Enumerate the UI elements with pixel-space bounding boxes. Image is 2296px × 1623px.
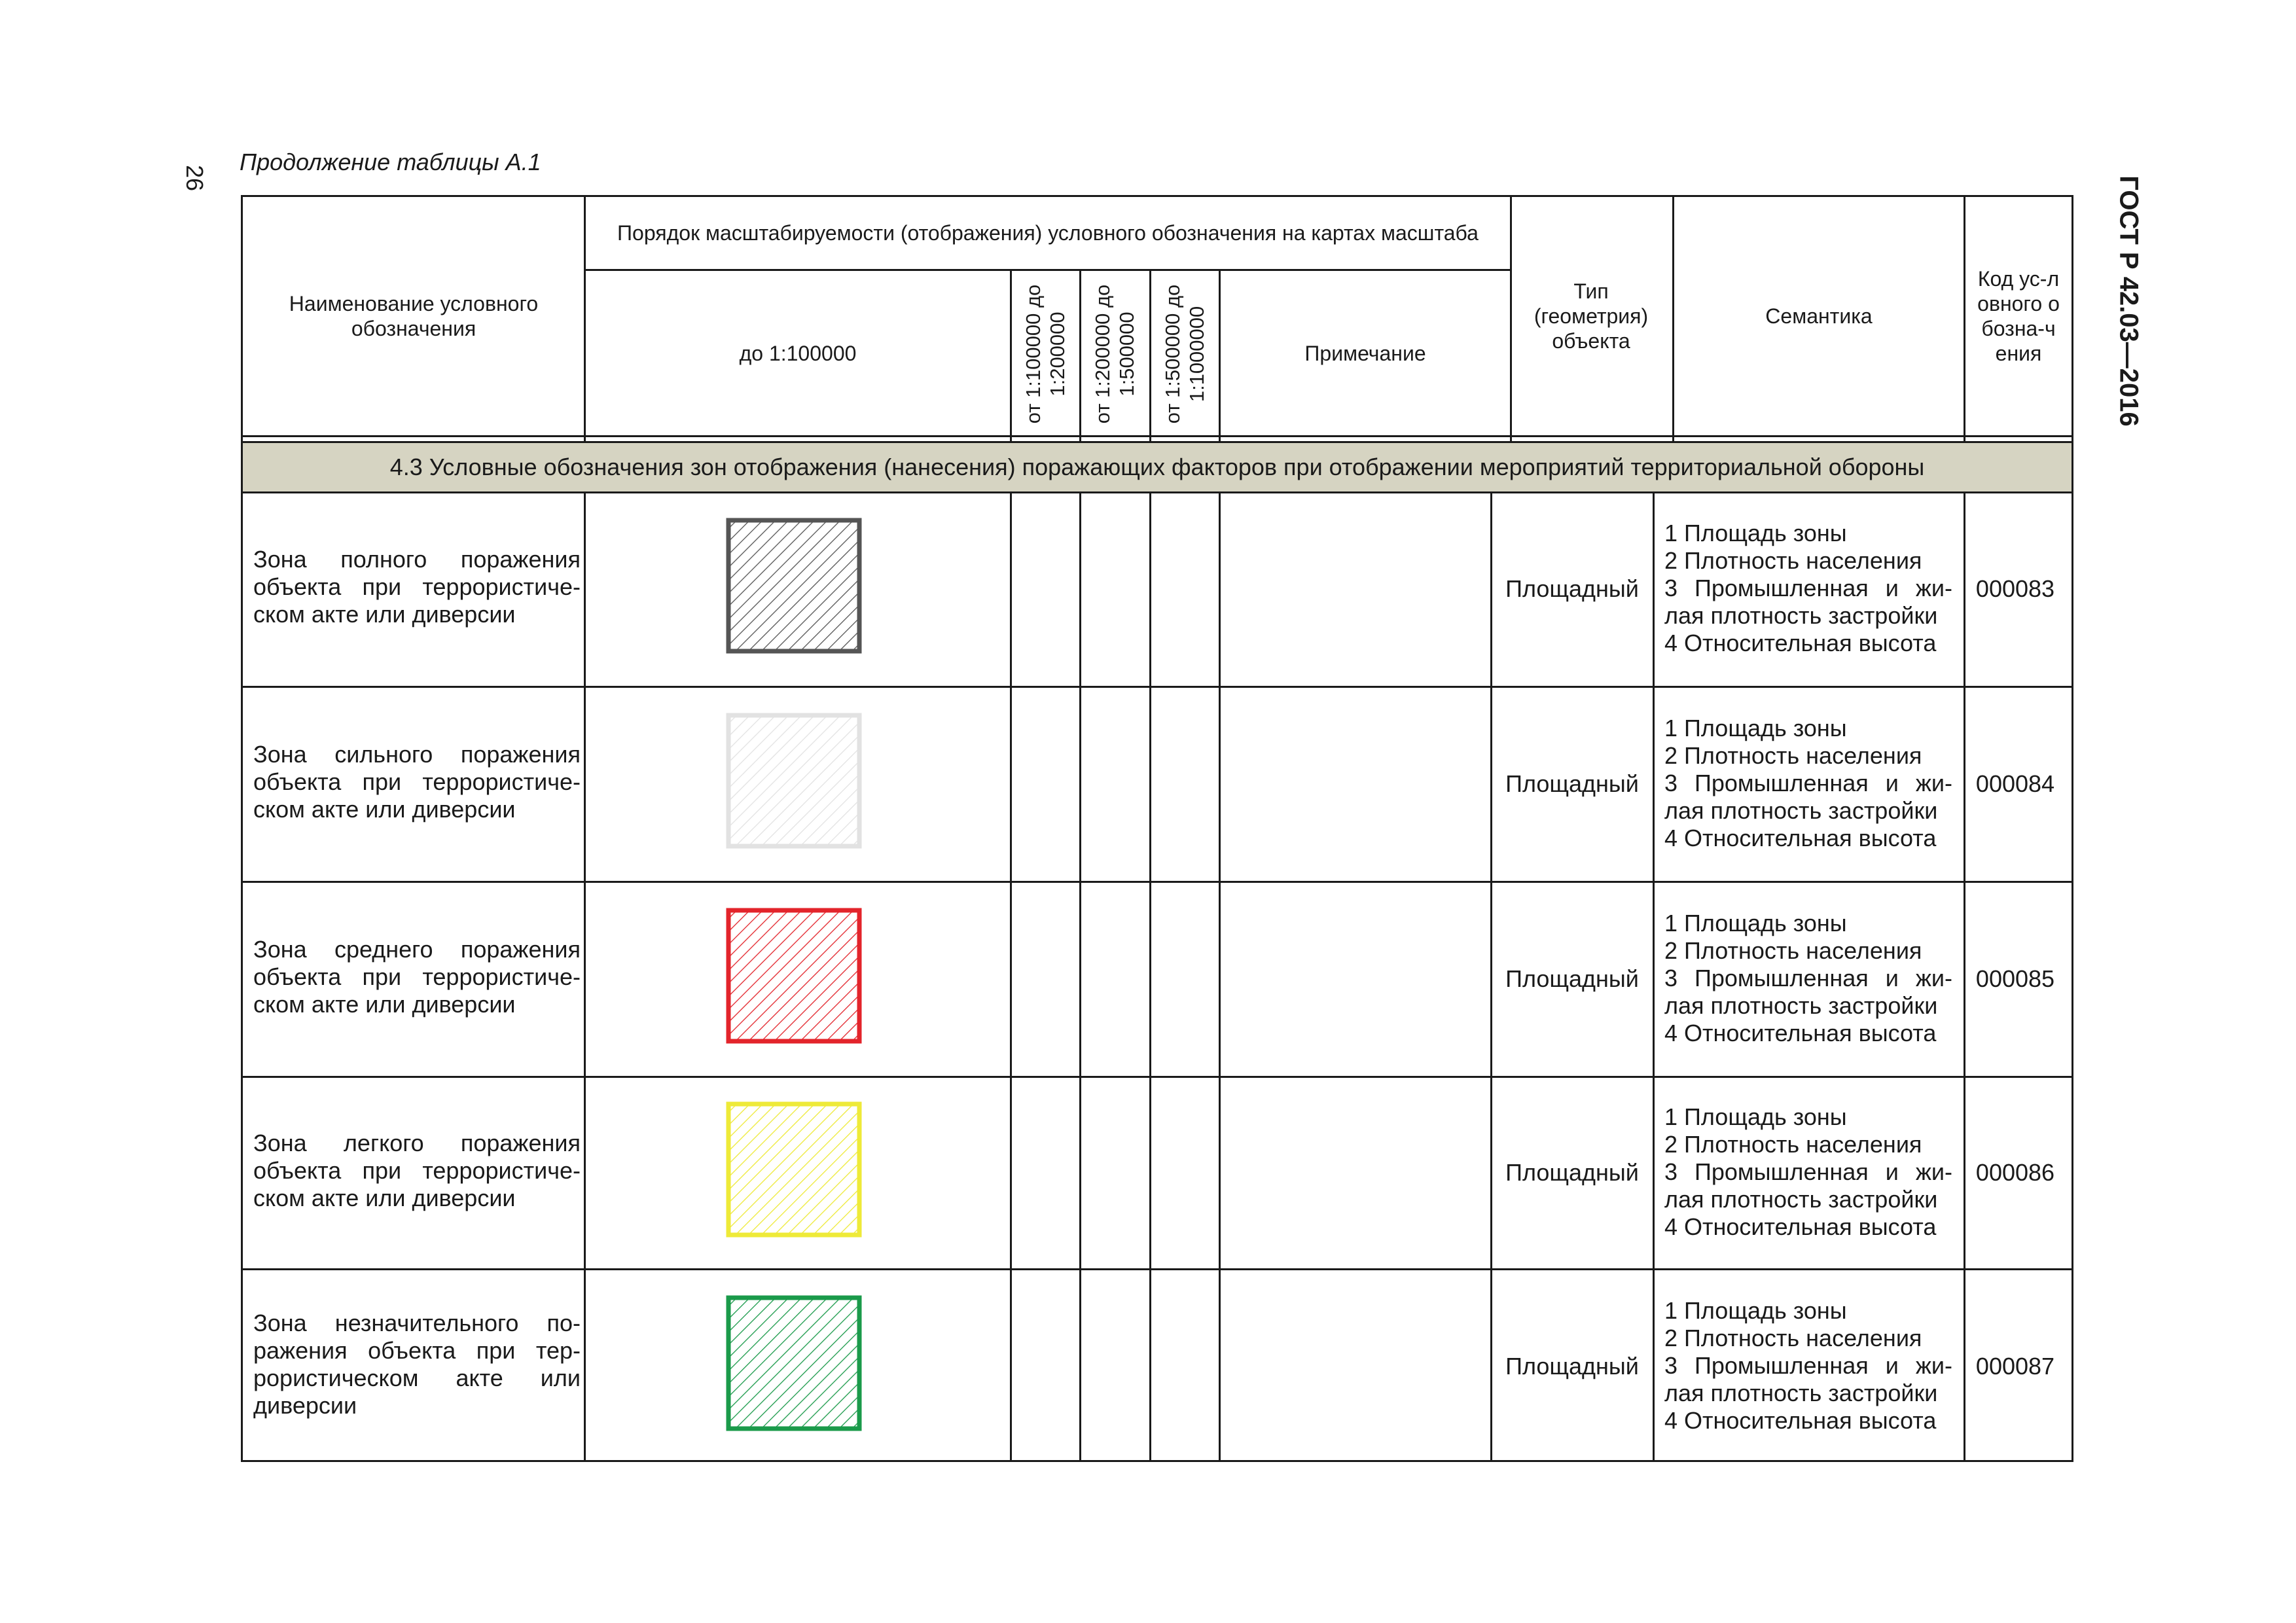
geometry-type: Площадный [1505,770,1639,797]
semantics-list: 1 Площадь зоны 2 Плотность населения 3 Промышленная и жи-лая плотность застройки 4 Относительная высота [1664,1297,1952,1434]
header-scale-500000: от 1:200000 до 1:500000 [1091,284,1138,424]
header-scale-200000: от 1:100000 до 1:200000 [1022,284,1069,424]
section-title: 4.3 Условные обозначения зон отображения (нанесения) поражающих факторов при отображении мероприятий территориальной обороны [243,443,2072,491]
semantics-list: 1 Площадь зоны 2 Плотность населения 3 Промышленная и жи-лая плотность застройки 4 Относительная высота [1664,520,1952,656]
hatched-zone-symbol [726,908,862,1044]
semantics-list: 1 Площадь зоны 2 Плотность населения 3 Промышленная и жи-лая плотность застройки 4 Относительная высота [1664,1103,1952,1240]
geometry-type: Площадный [1505,575,1639,602]
header-scale-100000: до 1:100000 [739,341,857,365]
header-note: Примечание [1304,341,1426,365]
symbol-name: Зона полного поражения объекта при террористиче-ском акте или диверсии [253,546,581,628]
symbol-code: 000085 [1975,965,2055,992]
symbol-name: Зона среднего поражения объекта при террористиче-ском акте или диверсии [253,936,581,1018]
geometry-type: Площадный [1505,1353,1639,1380]
page-number: 26 [181,164,208,192]
header-name: Наименование условного обозначения [289,292,539,340]
symbol-name: Зона незначительного по-ражения объекта при тер-рористическом акте или диверсии [253,1310,581,1419]
standard-designation [2109,151,2148,452]
header-code: Код ус-ловного обозна-чения [1977,267,2060,365]
symbol-code: 000087 [1975,1353,2055,1380]
table-caption: Продолжение таблицы А.1 [240,149,541,175]
symbol-name: Зона легкого поражения объекта при террористиче-ском акте или диверсии [253,1130,581,1211]
header-scale-1000000: от 1:500000 до 1:1000000 [1161,284,1208,424]
hatched-zone-symbol [726,713,862,849]
hatched-zone-symbol [726,518,862,654]
header-type: Тип (геометрия) объекта [1534,279,1649,353]
symbol-name: Зона сильного поражения объекта при террористиче-ском акте или диверсии [253,741,581,823]
symbol-code: 000084 [1975,770,2055,797]
standard-title: ГОСТ Р 42.03—2016 [2114,175,2144,427]
hatched-zone-symbol [726,1295,862,1431]
header-semantics: Семантика [1765,304,1873,328]
symbols-table [241,195,2073,1462]
symbol-code: 000083 [1975,575,2055,602]
symbol-code: 000086 [1975,1159,2055,1186]
header-scale-group: Порядок масштабируемости (отображения) условного обозначения на картах масштаба [617,221,1479,245]
geometry-type: Площадный [1505,965,1639,992]
geometry-type: Площадный [1505,1159,1639,1186]
semantics-list: 1 Площадь зоны 2 Плотность населения 3 Промышленная и жи-лая плотность застройки 4 Относительная высота [1664,910,1952,1046]
hatched-zone-symbol [726,1101,862,1238]
semantics-list: 1 Площадь зоны 2 Плотность населения 3 Промышленная и жи-лая плотность застройки 4 Относительная высота [1664,715,1952,851]
